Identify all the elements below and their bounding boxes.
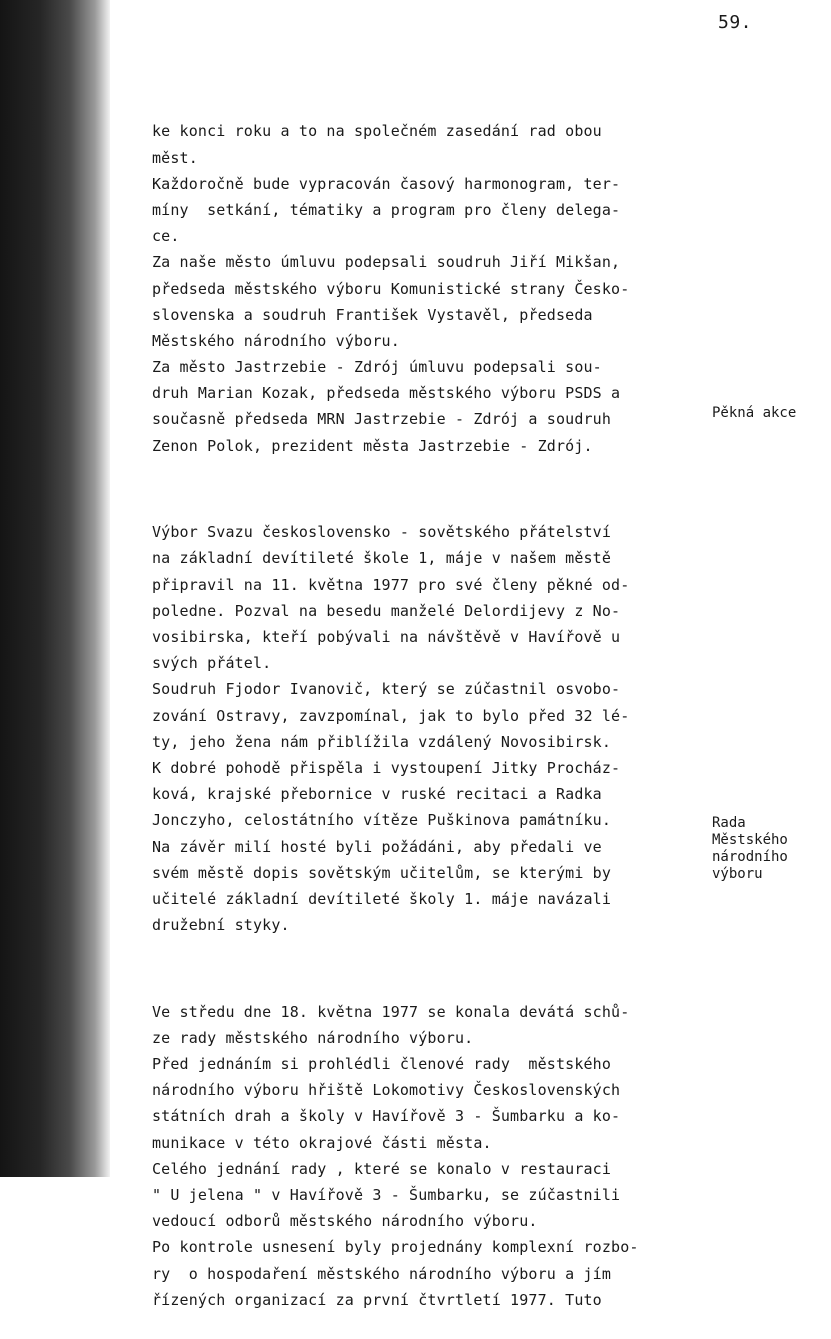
text-line: současně předseda MRN Jastrzebie - Zdrój a soudruh [152, 410, 612, 429]
text-line: " U jelena " v Havířově 3 - Šumbarku, se zúčastnili [152, 1185, 621, 1204]
paragraph-agreement [152, 118, 692, 458]
text-line: ce. [152, 227, 180, 246]
binding-shadow [0, 0, 110, 1177]
text-line: ze rady městského národního výboru. [152, 1028, 474, 1047]
margin-note-council: Rada Městského národního výboru [712, 815, 788, 882]
text-line: Městského národního výboru. [152, 331, 400, 350]
text-line: Za město Jastrzebie - Zdrój úmluvu podepsali sou- [152, 358, 602, 377]
text-line: Za naše město úmluvu podepsali soudruh Jiří Mikšan, [152, 253, 621, 272]
text-line: vosibirska, kteří pobývali na návštěvě v Havířově u [152, 628, 621, 646]
text-line: ke konci roku a to na společném zasedání rad obou [152, 122, 602, 141]
text-line: národního výboru hřiště Lokomotivy Československých [152, 1081, 621, 1100]
text-line: státních drah a školy v Havířově 3 - Šumbarku a ko- [152, 1107, 621, 1126]
text-line: ty, jeho žena nám přiblížila vzdálený Novosibirsk. [152, 732, 612, 751]
text-line: předseda městského výboru Komunistické strany Česko- [152, 279, 630, 298]
text-line: vedoucí odborů městského národního výboru. [152, 1212, 538, 1231]
text-line: munikace v této okrajové části města. [152, 1133, 492, 1152]
text-line: Ve středu dne 18. května 1977 se konala devátá schů- [152, 1002, 630, 1021]
text-line: míny setkání, tématiky a program pro členy delega- [152, 200, 621, 219]
text-line: ková, krajské přebornice v ruské recitaci a Radka [152, 785, 602, 804]
text-line: slovenska a soudruh František Vystavěl, předseda [152, 305, 593, 324]
text-line: Před jednáním si prohlédli členové rady městského [152, 1055, 612, 1074]
text-line: připravil na 11. května 1977 pro své členy pěkné od- [152, 575, 630, 594]
text-line: Soudruh Fjodor Ivanovič, který se zúčastnil osvobo- [152, 680, 621, 699]
text-line: na základní devítileté škole 1, máje v našem městě [152, 549, 612, 568]
paragraph-friendship-event [152, 519, 692, 938]
paragraph-council-meeting [152, 999, 692, 1313]
text-line: zování Ostravy, zavzpomínal, jak to bylo před 32 lé- [152, 706, 630, 725]
text-line: Celého jednání rady , které se konalo v restauraci [152, 1159, 612, 1178]
text-line: svých přátel. [152, 654, 272, 673]
text-line: družební styky. [152, 916, 290, 935]
text-line: Zenon Polok, prezident města Jastrzebie - Zdrój. [152, 436, 593, 455]
text-line: měst. [152, 148, 198, 167]
text-line: druh Marian Kozak, předseda městského výboru PSDS a [152, 384, 621, 403]
text-line: učitelé základní devítileté školy 1. máje navázali [152, 889, 612, 908]
text-line: Po kontrole usnesení byly projednány komplexní rozbo- [152, 1238, 639, 1257]
text-line: Každoročně bude vypracován časový harmonogram, ter- [152, 174, 621, 193]
body-text [152, 66, 692, 1339]
margin-note-event: Pěkná akce [712, 405, 797, 421]
text-line: K dobré pohodě přispěla i vystoupení Jitky Procház- [152, 758, 621, 777]
text-line: řízených organizací za první čtvrtletí 1977. Tuto [152, 1290, 602, 1309]
text-line: poledne. Pozval na besedu manželé Delordijevy z No- [152, 601, 621, 620]
text-line: Na závěr milí hosté byli požádáni, aby předali ve [152, 837, 602, 856]
text-line: svém městě dopis sovětským učitelům, se kterými by [152, 863, 612, 882]
text-line: Jonczyho, celostátního vítěze Puškinova památníku. [152, 811, 612, 830]
page-number: 59. [718, 12, 753, 33]
text-line: ry o hospodaření městského národního výboru a jím [152, 1264, 612, 1283]
text-line: Výbor Svazu československo - sovětského přátelství [152, 523, 612, 542]
